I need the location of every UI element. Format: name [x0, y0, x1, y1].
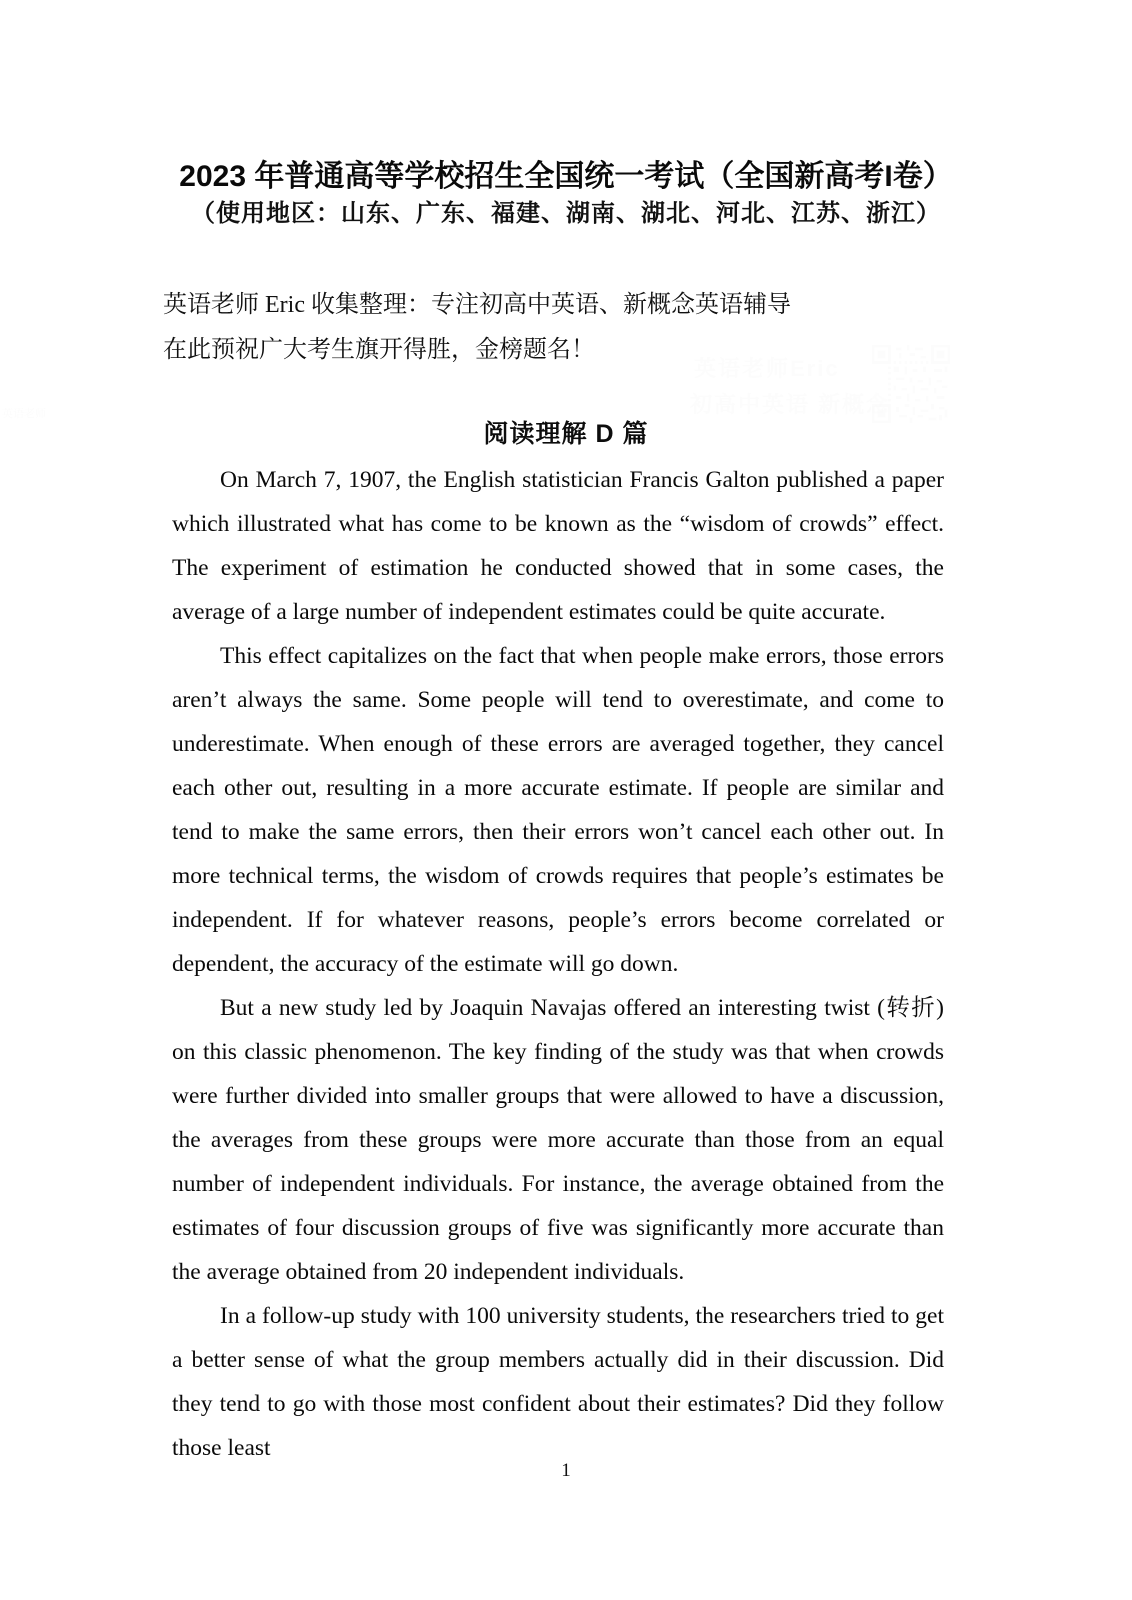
watermark-text-line-1: 英语老师Eric — [694, 356, 840, 381]
credit-block — [163, 283, 953, 373]
page-subtitle-regions: （使用地区：山东、广东、福建、湖南、湖北、河北、江苏、浙江） — [191, 201, 941, 227]
passage-paragraph: This effect capitalizes on the fact that when people make errors, those errors aren’t always the same. Some people will tend to overestimate, and come to underestimate. When enough of these errors are averaged together, they cancel each other out, resulting in a more accurate estimate. If people are similar and tend to make the same errors, then their errors won’t cancel each other out. In more technical terms, the wisdom of crowds requires that people’s estimates be independent. If for whatever reasons, people’s errors become correlated or dependent, the accuracy of the estimate will go down. — [172, 643, 944, 977]
credit-line-2: 在此预祝广大考生旗开得胜，金榜题名！ — [163, 337, 595, 363]
reading-passage — [172, 458, 944, 1470]
credit-line-1: 英语老师 Eric 收集整理：专注初高中英语、新概念英语辅导 — [163, 292, 791, 318]
watermark-corner-text: 英语老师 — [2, 408, 46, 420]
passage-paragraph: In a follow-up study with 100 university students, the researchers tried to get a better sense of what the group members actually did in their discussion. Did they tend to go with those most confident about their estimates? Did they follow those least — [172, 1303, 944, 1461]
passage-paragraph: But a new study led by Joaquin Navajas offered an interesting twist (转折) on this classic phenomenon. The key finding of the study was that when crowds were further divided into smaller groups that were allowed to have a discussion, the averages from these groups were more accurate than those from an equal number of independent individuals. For instance, the average obtained from the estimates of four discussion groups of five was significantly more accurate than the average obtained from 20 independent individuals. — [172, 995, 944, 1285]
section-heading: 阅读理解 D 篇 — [483, 420, 649, 448]
page-number: 1 — [561, 1460, 571, 1481]
page-title: 2023 年普通高等学校招生全国统一考试（全国新高考I卷） — [179, 160, 953, 194]
watermark-text-line-2: 初高中英语 新概念 — [690, 392, 891, 417]
passage-paragraph: On March 7, 1907, the English statistician Francis Galton published a paper which illustrated what has come to be known as the “wisdom of crowds” effect. The experiment of estimation he conducted showed that in some cases, the average of a large number of independent estimates could be quite accurate. — [172, 467, 944, 625]
